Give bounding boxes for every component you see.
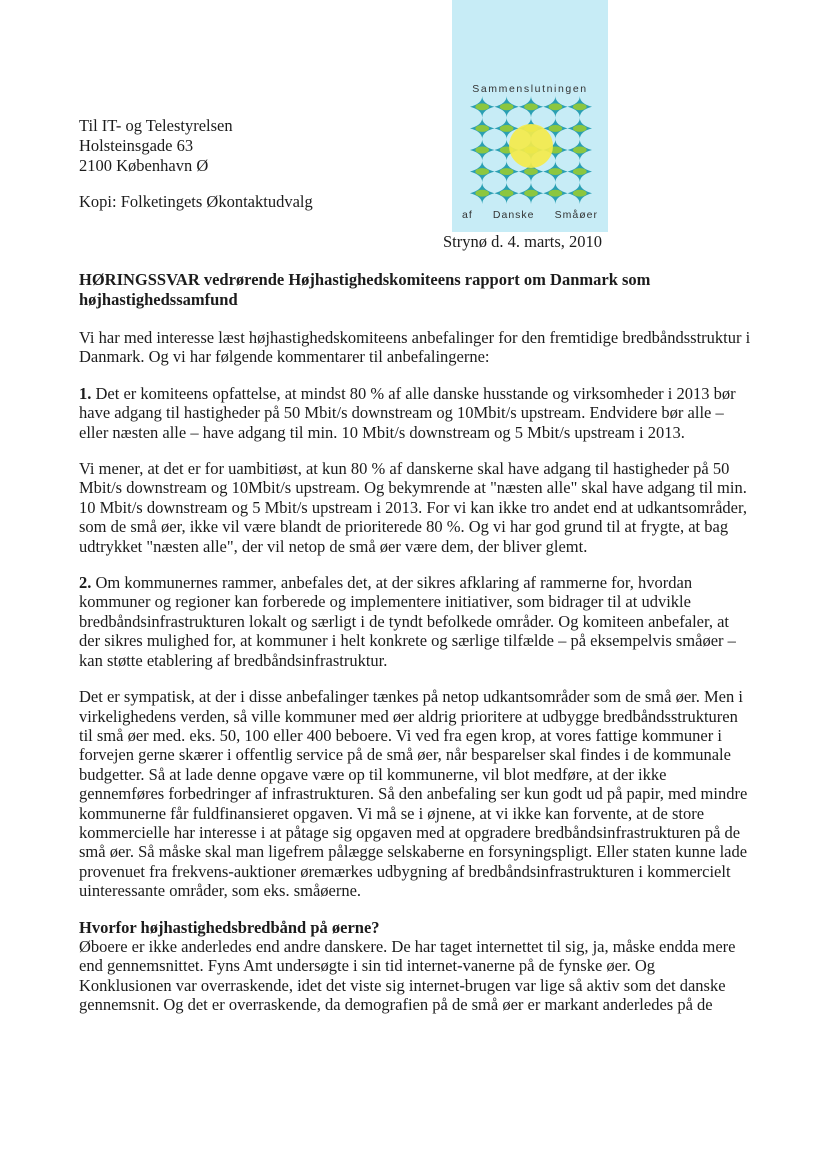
logo-leaf <box>573 147 587 154</box>
address-line: Holsteinsgade 63 <box>79 136 194 155</box>
paragraph-2-response: Det er sympatisk, at der i disse anbefalinger tænkes på netop udkantsområder som de små øer. Men i virkelighedens verden, så ville kommuner med øer aldrig prioritere at udbygge bredbåndsstrukturen til små øer med. eks. 50, 100 eller 400 beboere. Vi ved fra egen krop, at vores fattige kommuner i forvejen gerne skærer i offentlig service på de små øer, når besparelser skal findes i de kommunale budgetter. Så at lade denne opgave være op til kommunerne, vil blot medføre, at der ikke gennemføres forbedringer af infrastrukturen. Så den anbefaling ser kun godt ud på papir, med mindre kommunerne får fuldfinansieret opgaven. Vi må se i øjnene, at vi ikke kan forvente, at de store kommercielle har interesse i at påtage sig opgaven med at opgradere bredbåndsinfrastrukturen på de små øer. Så måske skal man ligefrem pålægge selskaberne en forsyningspligt. Eller staten kunne lade provenuet fra frekvens-auktioner øremærkes udbygning af bredbåndsinfrastrukturen i kommercielt uinteressante områder, som eks. småøerne. <box>79 687 748 901</box>
paragraph-1-response: Vi mener, at det er for uambitiøst, at kun 80 % af danskerne skal have adgang til hastigheder på 50 Mbit/s downstream og 10Mbit/s upstream. Og bekymrende at "næsten alle" skal have adgang til min. 10 Mbit/s downstream og 5 Mbit/s upstream i 2013. For vi kan ikke tro andet end at udkantsområder, som de små øer, ikke vil være blandt de prioriterede 80 %. Og vi har god grund til at frygte, at bag udtrykket "næsten alle", der vil netop de små øer være dem, der bliver glemt. <box>79 459 747 556</box>
org-name-word: af <box>462 209 473 221</box>
paragraph-number: 1. <box>79 383 92 403</box>
organization-logo-icon <box>470 96 592 204</box>
logo-leaf <box>475 168 489 175</box>
logo-leaf <box>475 147 489 154</box>
document-title: HØRINGSSVAR vedrørende Højhastighedskomiteens rapport om Danmark som højhastighedssamfund <box>79 270 651 309</box>
org-name-word: Småøer <box>554 209 598 221</box>
paragraph-number: 2. <box>79 573 92 593</box>
document-body <box>79 328 751 1015</box>
date-line: Strynø d. 4. marts, 2010 <box>443 232 603 251</box>
logo-leaf <box>475 103 489 110</box>
org-name-word: Danske <box>492 209 535 221</box>
logo-leaf <box>500 168 514 175</box>
logo-sun <box>509 124 553 168</box>
logo-leaf <box>475 190 489 197</box>
logo-leaf <box>549 190 563 197</box>
section-heading: Hvorfor højhastighedsbredbånd på øerne? <box>79 917 380 937</box>
address-line: 2100 København Ø <box>79 156 209 175</box>
logo-leaf <box>549 125 563 132</box>
logo-leaf <box>573 103 587 110</box>
logo-leaf <box>573 168 587 175</box>
logo-leaf <box>500 103 514 110</box>
logo-leaf <box>549 168 563 175</box>
paragraph-text: Det er komiteens opfattelse, at mindst 80 % af alle danske husstande og virksomheder i 2013 bør have adgang til hastigheder på 50 Mbit/s downstream og 10Mbit/s upstream. Endvidere bør alle – eller næsten alle – have adgang til min. 10 Mbit/s downstream og 5 Mbit/s upstream i 2013. <box>79 383 736 442</box>
logo-leaf <box>524 168 538 175</box>
paragraph-3: Øboere er ikke anderledes end andre danskere. De har taget internettet til sig, ja, måske endda mere end gennemsnittet. Fyns Amt undersøgte i sin tid internet-vanerne på de fynske øer. Og Konklusionen var overraskende, idet det viste sig internet-brugen var lige så aktiv som det danske gennemsnit. Og det er overraskende, da demografien på de små øer er markant anderledes på de <box>79 936 736 1015</box>
paragraph-text: Om kommunernes rammer, anbefales det, at der sikres afklaring af rammerne for, hvordan kommuner og regioner kan forberede og implementere initiativer, som bidrager til at udvikle bredbåndsinfrastrukturen lokalt og særligt i de tyndt befolkede områder. Og komiteen anbefaler, at der sikres mulighed for, at kommuner i helt konkrete og særlige tilfælde – på eksempelvis småøer – kan støtte etablering af bredbåndsinfrastruktur. <box>79 573 736 670</box>
logo-leaf <box>549 103 563 110</box>
recipient-address <box>79 116 233 176</box>
logo-leaf <box>524 190 538 197</box>
logo-leaf <box>500 125 514 132</box>
logo-leaf <box>573 190 587 197</box>
org-name-top: Sammenslutningen <box>472 83 588 95</box>
logo-leaf <box>524 103 538 110</box>
paragraph-1 <box>79 384 751 442</box>
org-name-bottom <box>462 209 598 221</box>
logo-leaf <box>500 190 514 197</box>
logo-leaf <box>573 125 587 132</box>
copy-recipient: Kopi: Folketingets Økontaktudvalg <box>79 192 313 211</box>
paragraph-2 <box>79 573 751 670</box>
address-line: Til IT- og Telestyrelsen <box>79 116 233 135</box>
logo-leaf <box>475 125 489 132</box>
intro-paragraph: Vi har med interesse læst højhastighedskomiteens anbefalinger for den fremtidige bredbåndsstruktur i Danmark. Og vi har følgende kommentarer til anbefalingerne: <box>79 328 751 367</box>
